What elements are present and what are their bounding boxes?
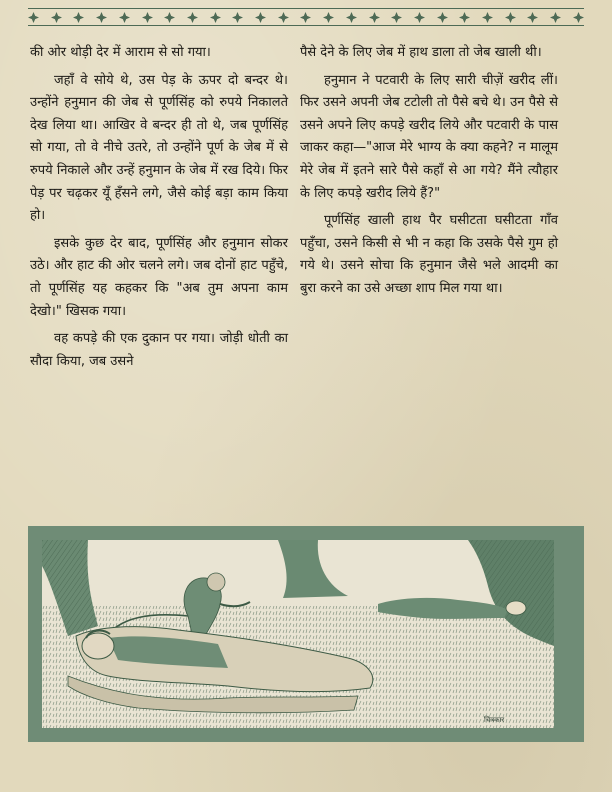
leaf-ornament-icon [232,12,243,23]
paragraph: की ओर थोड़ी देर में आराम से सो गया। [30,45,211,60]
left-text-column [30,42,288,378]
leaf-ornament-icon [51,12,62,23]
leaf-ornament-icon [73,12,84,23]
paragraph: पूर्णसिंह खाली हाथ पैर घसीटता घसीटता गाँव पहुँचा, उसने किसी से भी न कहा कि उसके पैसे गुम हो गये थे। उसने सोचा कि हनुमान जैसे भले आदमी का बुरा करने का उसे अच्छा शाप मिल गया था। [300,213,558,296]
leaf-ornament-icon [527,12,538,23]
leaf-ornament-icon [164,12,175,23]
leaf-ornament-icon [96,12,107,23]
artist-signature: चित्रकार [484,716,505,724]
illustration-drawing [28,526,584,742]
leaf-ornament-icon [391,12,402,23]
story-illustration [28,526,584,742]
leaf-ornament-icon [142,12,153,23]
leaf-ornament-icon [210,12,221,23]
paragraph: वह कपड़े की एक दुकान पर गया। जोड़ी धोती का सौदा किया, जब उसने [30,331,288,369]
leaf-ornament-icon [550,12,561,23]
leaf-ornament-icon [369,12,380,23]
leaf-ornament-icon [119,12,130,23]
paragraph: हनुमान ने पटवारी के लिए सारी चीज़ें खरीद लीं। फिर उसने अपनी जेब टटोली तो पैसे बचे थे। उन पैसे से उसने अपने लिए कपड़े खरीद लिये और पटवारी के पास जाकर कहा—"आज मेरे भाग्य के क्या कहने? न मालूम मेरे जेब में इतने सारे पैसे कहाँ से आ गये? मैंने त्यौहार के लिए कपड़े खरीद लिये हैं?" [300,72,558,201]
leaf-ornament-icon [187,12,198,23]
paragraph: जहाँ वे सोये थे, उस पेड़ के ऊपर दो बन्दर थे। उन्होंने हनुमान की जेब से पूर्णसिंह को रुपये निकालते देख लिया था। आखिर वे बन्दर ही तो थे, जब पूर्णसिंह सो गया, तो वे नीचे उतरे, तो उन्होंने पूर्ण के जेब में से रुपये निकाले और उन्हें हनुमान के जेब में रख दिये। फिर पेड़ पर चढ़कर यूँ हँसने लगे, जैसे कोई बड़ा काम किया हो। [30,72,288,224]
paragraph: पैसे देने के लिए जेब में हाथ डाला तो जेब खाली थी। [300,45,542,60]
leaf-ornament-icon [437,12,448,23]
paragraph: इसके कुछ देर बाद, पूर्णसिंह और हनुमान सोकर उठे। और हाट की ओर चलने लगे। जब दोनों हाट पहुँचे, तो पूर्णसिंह यह कहकर कि "अब तुम अपना काम देखो।" खिसक गया। [30,235,288,319]
leaf-ornament-icon [28,12,39,23]
right-text-column [300,42,558,306]
leaf-ornament-icon [300,12,311,23]
leaf-ornament-icon [459,12,470,23]
leaf-ornament-icon [255,12,266,23]
leaf-ornament-icon [482,12,493,23]
leaf-ornament-icon [278,12,289,23]
leaf-ornament-icon [414,12,425,23]
leaf-ornament-icon [573,12,584,23]
decorative-top-border [28,8,584,26]
leaf-ornament-icon [505,12,516,23]
leaf-ornament-icon [346,12,357,23]
leaf-ornament-icon [323,12,334,23]
